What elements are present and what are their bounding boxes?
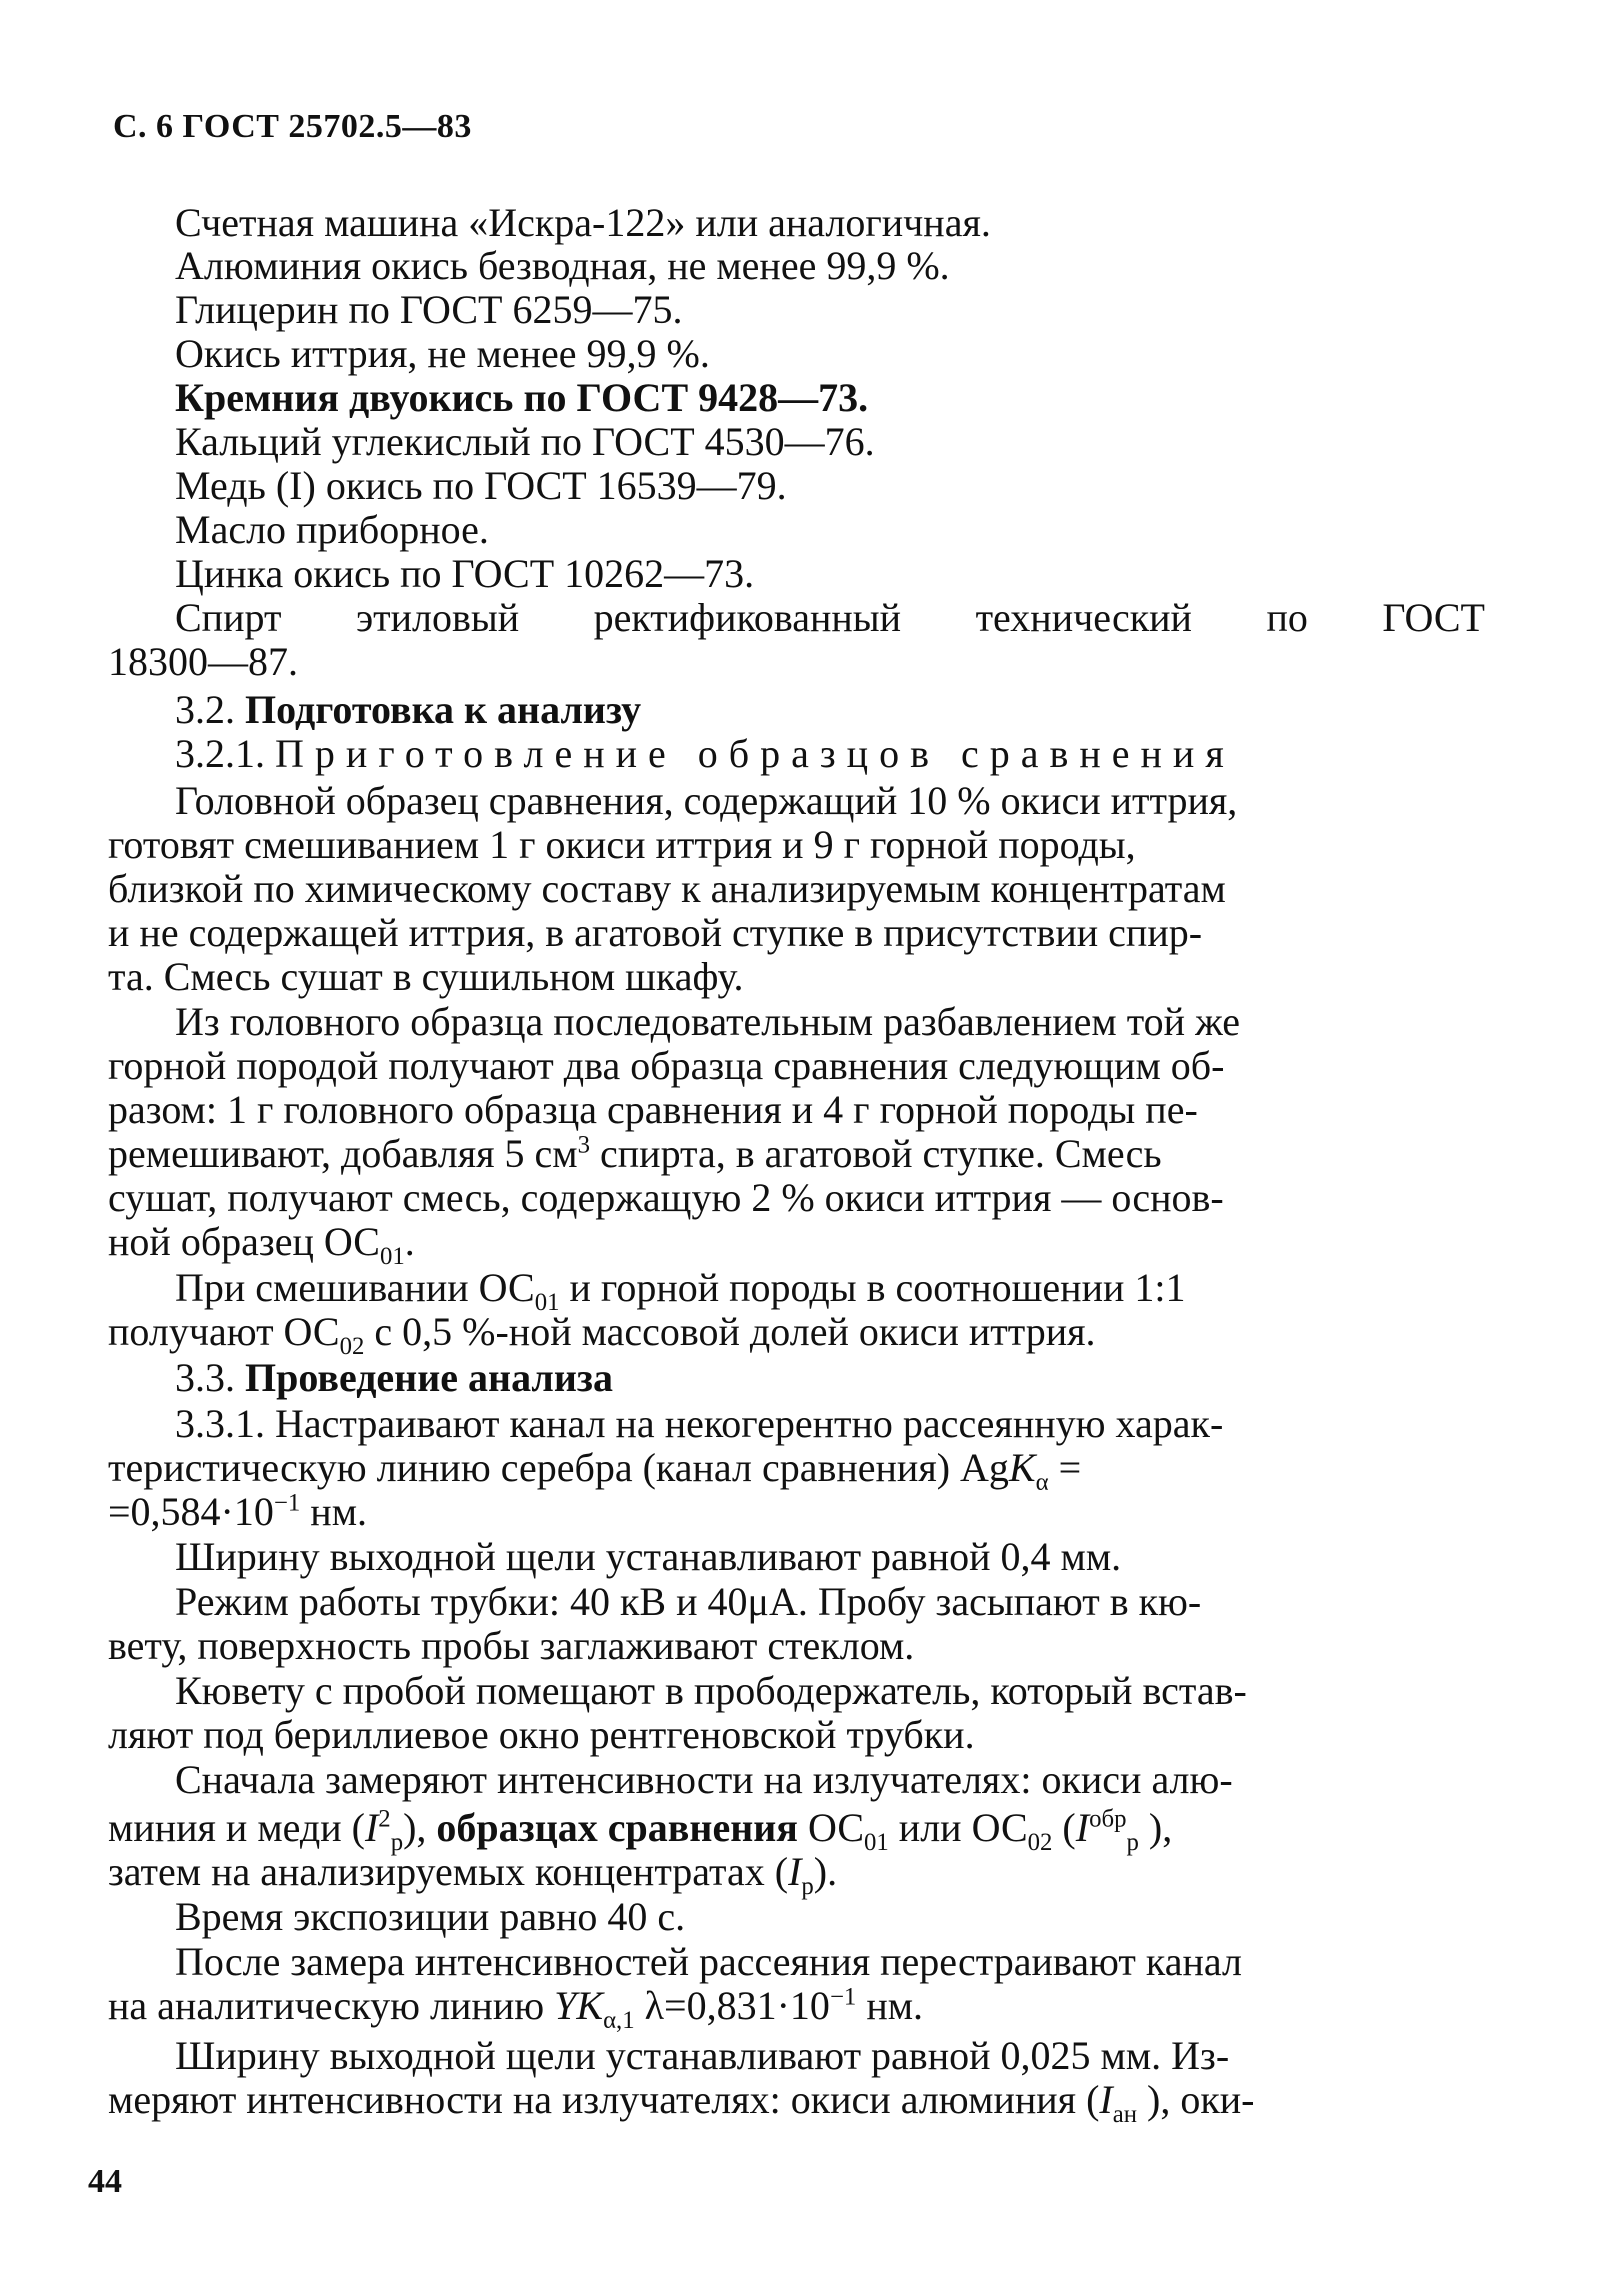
paragraph-line: $=0,584\cdot 10^{-1}$ нм. xyxy=(108,1489,367,1534)
paragraph-line: близкой по химическому составу к анализируемым концентратам xyxy=(108,866,1226,911)
material-item: Счетная машина «Искра-122» или аналогичная. xyxy=(175,200,991,245)
material-item: Цинка окись по ГОСТ 10262—73. xyxy=(175,551,755,596)
section-title: Проведение анализа xyxy=(245,1355,613,1400)
material-item: Окись иттрия, не менее 99,9 %. xyxy=(175,331,710,376)
material-spirit-line xyxy=(175,595,1485,640)
paragraph-line: теристическую линию серебра (канал сравнения) AgK$_\alpha$ = xyxy=(108,1445,1082,1496)
section-title: Подготовка к анализу xyxy=(245,687,642,732)
material-item: Масло приборное. xyxy=(175,507,489,552)
word: ГОСТ xyxy=(1382,595,1485,640)
paragraph-line: Головной образец сравнения, содержащий 10 % окиси иттрия, xyxy=(175,778,1238,823)
paragraph-line: Ширину выходной щели устанавливают равной 0,025 мм. Из- xyxy=(175,2033,1230,2078)
paragraph-line: Режим работы трубки: 40 кВ и 40μА. Пробу засыпают в кю- xyxy=(175,1579,1202,1624)
material-item: Медь (I) окись по ГОСТ 16539—79. xyxy=(175,463,787,508)
material-item: Кремния двуокись по ГОСТ 9428—73. xyxy=(175,375,869,420)
section-number: 3.3. xyxy=(175,1355,235,1400)
page-header: С. 6 ГОСТ 25702.5—83 xyxy=(113,108,472,145)
word: Спирт xyxy=(175,595,282,640)
paragraph-line: ляют под бериллиевое окно рентгеновской трубки. xyxy=(108,1712,975,1757)
paragraph-line: миния и меди $(I^2_р)$, образцах сравнения $ОС_{01}$ или $ОС_{02}$ ($I^{обр}_р$ ), xyxy=(108,1805,1173,1856)
paragraph-line: ремешивают, добавляя 5 $см^3$ спирта, в агатовой ступке. Смесь xyxy=(108,1131,1162,1176)
paragraph-line: Сначала замеряют интенсивности на излучателях: окиси алю- xyxy=(175,1757,1233,1802)
material-item: Алюминия окись безводная, не менее 99,9 %. xyxy=(175,243,950,288)
paragraph-line: Кювету с пробой помещают в прободержатель, который встав- xyxy=(175,1668,1247,1713)
paragraph-line: горной породой получают два образца сравнения следующим об- xyxy=(108,1043,1225,1088)
paragraph-line: затем на анализируемых концентратах $(I_р)$. xyxy=(108,1849,838,1900)
section-number: 3.2. xyxy=(175,687,235,732)
material-item: Кальций углекислый по ГОСТ 4530—76. xyxy=(175,419,875,464)
section-title: Приготовление образцов сравнения xyxy=(275,731,1235,776)
paragraph-line: вету, поверхность пробы заглаживают стеклом. xyxy=(108,1623,915,1668)
section-number: 3.2.1. xyxy=(175,731,265,776)
paragraph-line: получают $ОС_{02}$ с 0,5 %-ной массовой долей окиси иттрия. xyxy=(108,1309,1096,1360)
material-item: Глицерин по ГОСТ 6259—75. xyxy=(175,287,683,332)
paragraph-line: та. Смесь сушат в сушильном шкафу. xyxy=(108,954,744,999)
paragraph-line: ной образец $ОС_{01}$. xyxy=(108,1219,415,1270)
paragraph-line: разом: 1 г головного образца сравнения и 4 г горной породы пе- xyxy=(108,1087,1198,1132)
paragraph-line: сушат, получают смесь, содержащую 2 % окиси иттрия — основ- xyxy=(108,1175,1224,1220)
section-heading-3-2-1 xyxy=(175,731,1235,776)
paragraph-line: При смешивании $ОС_{01}$ и горной породы в соотношении 1:1 xyxy=(175,1265,1186,1316)
paragraph-line: и не содержащей иттрия, в агатовой ступке в присутствии спир- xyxy=(108,910,1203,955)
paragraph-line: Из головного образца последовательным разбавлением той же xyxy=(175,999,1240,1044)
section-heading-3-2 xyxy=(175,687,642,732)
page-number: 44 xyxy=(88,2163,122,2200)
word: ректификованный xyxy=(593,595,902,640)
section-heading-3-3 xyxy=(175,1355,613,1400)
word: этиловый xyxy=(355,595,520,640)
word: по xyxy=(1266,595,1308,640)
paragraph-line: Время экспозиции равно 40 с. xyxy=(175,1894,686,1939)
paragraph-line: Ширину выходной щели устанавливают равной 0,4 мм. xyxy=(175,1534,1122,1579)
paragraph-line: меряют интенсивности на излучателях: окиси алюминия ($I_{ан}$ ), оки- xyxy=(108,2077,1255,2128)
paragraph-line: 3.3.1. Настраивают канал на некогерентно рассеянную харак- xyxy=(175,1401,1224,1446)
material-spirit-line2: 18300—87. xyxy=(108,639,298,684)
paragraph-line: на аналитическую линию $YK_{\alpha,1}$ $\lambda=0,831\cdot 10^{-1}$ нм. xyxy=(108,1983,924,2034)
word: технический xyxy=(975,595,1192,640)
paragraph-line: После замера интенсивностей рассеяния перестраивают канал xyxy=(175,1939,1242,1984)
paragraph-line: готовят смешиванием 1 г окиси иттрия и 9 г горной породы, xyxy=(108,822,1136,867)
